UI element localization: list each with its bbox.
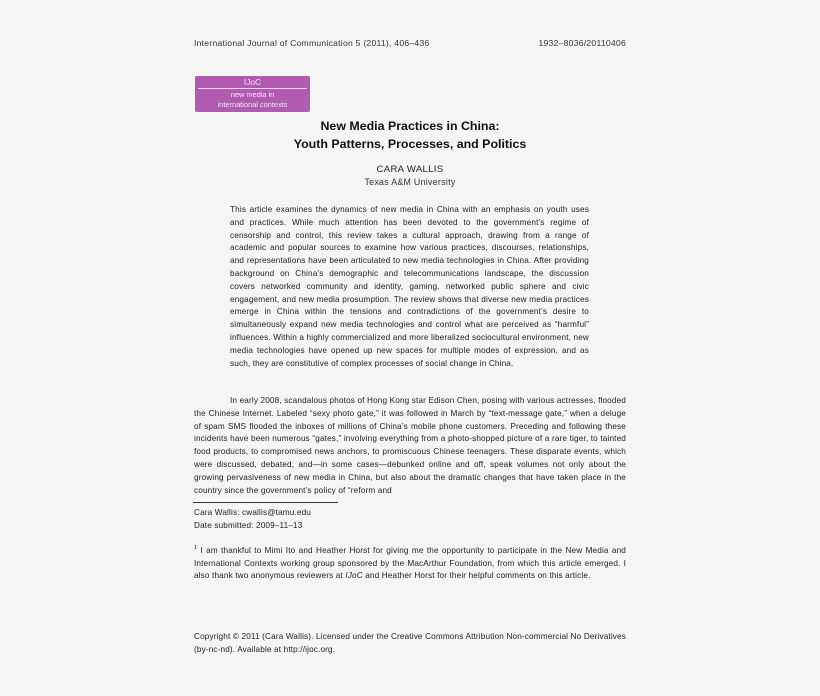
ack-text-after: and Heather Horst for their helpful comments on this article.	[362, 571, 591, 581]
badge-subtitle	[195, 89, 310, 109]
acknowledgement-footnote	[194, 545, 626, 583]
journal-citation: International Journal of Communication 5 (2011), 406–436	[194, 38, 430, 48]
running-header	[194, 38, 626, 48]
ack-journal-italic: IJoC	[345, 571, 363, 581]
badge-subtitle-line1: new media in	[230, 90, 275, 99]
author-name: CARA WALLIS	[376, 164, 444, 175]
issn: 1932–8036/20110406	[538, 38, 626, 48]
author-contact: Cara Wallis: cwallis@tamu.edu	[194, 508, 312, 517]
abstract: This article examines the dynamics of new media in China with an emphasis on youth uses and practices. While much attention has been devoted to the government’s regime of censorship and control, this review takes a cultural approach, drawing from a range of academic and popular sources to examine how various practices, discourses, relationships, and representations have been articulated to new media technologies in China. After providing background on China’s demographic and telecommunications landscape, the discussion covers networked community and identity, gaming, networked public sphere and civic engagement, and new media prosumption. The review shows that diverse new media practices emerge in China within the tensions and contradictions of the government’s desire to simultaneously expand new media technologies and control what are perceived as “harmful” influences. Within a highly commercialized and more liberalized sociocultural environment, new media technologies have opened up new spaces for multiple modes of expression, and as such, they are constitutive of complex processes of social change in China.	[230, 205, 589, 368]
journal-badge	[195, 76, 310, 112]
footnote-marker: 1	[194, 545, 198, 551]
ack-text-before: I am thankful to Mimi Ito and Heather Horst for giving me the opportunity to participate in the New Media and International Contexts working group sponsored by the MacArthur Foundation, from which this article emerged. I also thank two anonymous reviewers at	[194, 546, 626, 581]
footnote-separator	[193, 502, 338, 503]
body-paragraph: In early 2008, scandalous photos of Hong Kong star Edison Chen, posing with various actresses, flooded the Chinese Internet. Labeled “sexy photo gate,” it was followed in March by “text-message gate,” when a deluge of spam SMS flooded the inboxes of millions of China’s mobile phone customers. Preceding and following these incidents have been numerous “gates,” involving everything from a photo-shopped picture of a rare tiger, to tainted food products, to compromised news anchors, to promiscuous Chinese teenagers. These disparate events, which were discussed, debated, and—in some cases—debunked online and off, speak volumes not only about the growing pervasiveness of new media in China, but also about the dramatic changes that have taken place in the country since the government’s policy of “reform and	[194, 396, 626, 495]
footnote-contact-block	[194, 507, 311, 533]
badge-subtitle-line2: international contexts	[217, 99, 288, 109]
article-title	[194, 117, 626, 153]
author-affiliation: Texas A&M University	[364, 177, 456, 187]
article-title-line1: New Media Practices in China:	[320, 119, 500, 133]
article-title-line2: Youth Patterns, Processes, and Politics	[293, 137, 527, 151]
badge-title: IJoC	[243, 77, 262, 87]
date-submitted: Date submitted: 2009–11–13	[194, 520, 303, 530]
copyright-notice: Copyright © 2011 (Cara Wallis). Licensed under the Creative Commons Attribution Non-commercial No Derivatives (by-nc-nd). Available at http://ijoc.org.	[194, 632, 626, 654]
